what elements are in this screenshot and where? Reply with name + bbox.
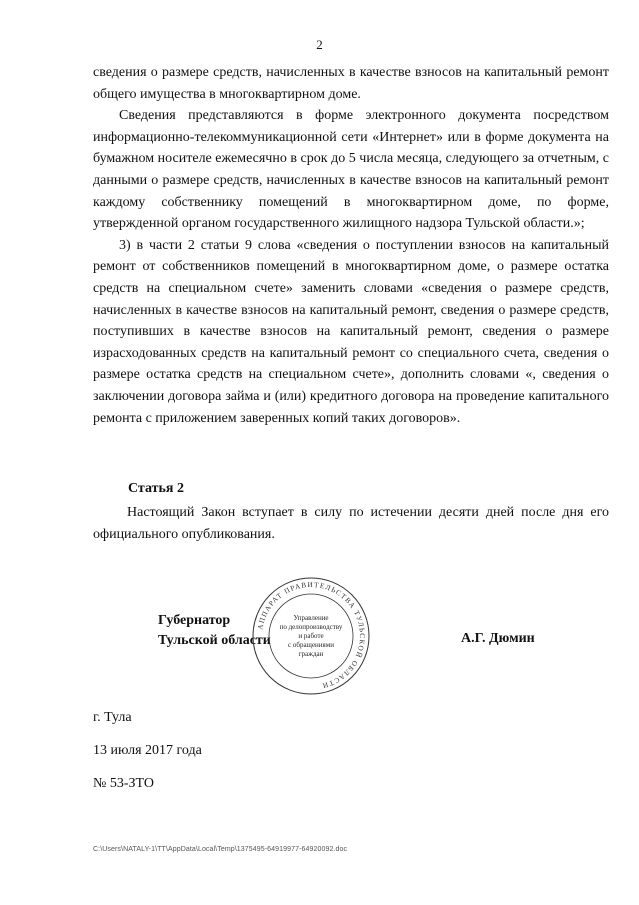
signer-title-line-1: Губернатор bbox=[158, 613, 231, 628]
law-body-text bbox=[93, 62, 609, 429]
paragraph-1: сведения о размере средств, начисленных в качестве взносов на капитальный ремонт общего имущества в многоквартирном доме. bbox=[93, 65, 609, 102]
date: 13 июля 2017 года bbox=[93, 743, 202, 758]
seal-ring-text: АППАРАТ ПРАВИТЕЛЬСТВА ТУЛЬСКОЙ ОБЛАСТИ bbox=[256, 580, 367, 690]
signer-title-line-2: Тульской области bbox=[158, 633, 271, 648]
seal-center-line-5: граждан bbox=[298, 650, 324, 658]
footer-file-path: C:\Users\NATALY-1\TT\AppData\Local\Temp\1375495-64919977-64920092.doc bbox=[93, 846, 348, 853]
paragraph-2: Сведения представляются в форме электронного документа посредством информационно-телекоммуникационной сети «Интернет» или в форме документа на бумажном носителе ежемесячно в срок до 5 числа месяца, следующего за отчетным, с данными о размере средств, начисленных в качестве взносов на капитальный ремонт каждому собственнику помещений в многоквартирном доме, по форме, утвержденной органом государственного жилищного надзора Тульской области.»; bbox=[93, 108, 609, 232]
article-text: Настоящий Закон вступает в силу по истечении десяти дней после дня его официального опубликования. bbox=[93, 505, 609, 542]
official-seal bbox=[250, 575, 372, 697]
seal-center-line-2: по делопроизводству bbox=[279, 623, 343, 631]
seal-center-line-1: Управление bbox=[293, 614, 329, 622]
signer-name: А.Г. Дюмин bbox=[461, 631, 535, 646]
page-number: 2 bbox=[316, 37, 323, 52]
law-number: № 53-ЗТО bbox=[93, 776, 155, 791]
paragraph-3: 3) в части 2 статьи 9 слова «сведения о поступлении взносов на капитальный ремонт от собственников помещений в многоквартирном доме, о размере остатка средств на специальном счете» заменить словами «сведения о размере средств, начисленных в качестве взносов на капитальный ремонт, сведения о размере средств, поступивших в качестве взносов на капитальный ремонт, сведения о размере израсходованных средств на капитальный ремонт со специального счета, сведения о размере остатка средств на специальном счете», дополнить словами «, сведения о заключении договора займа и (или) кредитного договора на проведение капитального ремонта с приложением заверенных копий таких договоров». bbox=[93, 237, 609, 426]
seal-center-line-4: с обращениями bbox=[288, 641, 334, 649]
place: г. Тула bbox=[93, 710, 132, 725]
article-heading: Статья 2 bbox=[128, 481, 184, 496]
seal-center-line-3: и работе bbox=[298, 632, 324, 640]
